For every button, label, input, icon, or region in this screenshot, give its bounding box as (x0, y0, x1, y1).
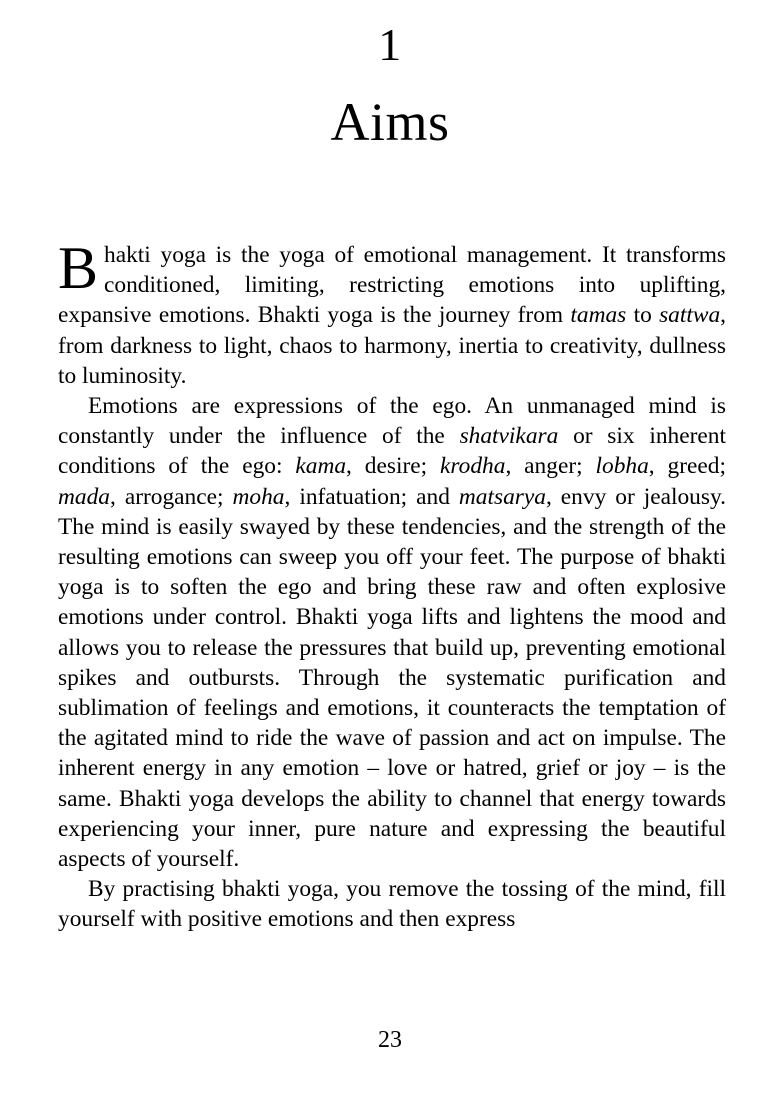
text-run: to (626, 302, 660, 329)
paragraph (58, 874, 726, 934)
paragraph (58, 235, 727, 391)
text-run: , from darkness to light, chaos to harmony, inertia to creativity, dullness to luminosity. (58, 302, 727, 389)
italic-term: sattwa (659, 302, 721, 329)
text-run: By practising bhakti yoga, you remove the tossing of the mind, fill yourself with positive emotions and then express (58, 876, 726, 933)
text-run: or six inherent conditions of the ego: (58, 423, 726, 480)
italic-term: shatvikara (459, 423, 559, 450)
italic-term: krodha (440, 453, 506, 480)
italic-term: moha (232, 483, 285, 510)
chapter-number: 1 (378, 19, 402, 70)
text-run: , greed; (648, 453, 726, 480)
text-run: , envy or jealousy. The mind is easily swayed by these tendencies, and the strength of the resulting emotions can sweep you off your feet. The purpose of bhakti yoga is to soften the ego and bring these raw and often explosive emotions under control. Bhakti yoga lifts and lightens the mood and allows you to release the pressures that build up, preventing emotional spikes and outbursts. Through the systematic purification and sublimation of feelings and emotions, it counteracts the temptation of the agitated mind to ride the wave of passion and act on impulse. The inherent energy in any emotion – love or hatred, grief or joy – is the same. Bhakti yoga develops the ability to channel that energy towards experiencing your inner, pure nature and expressing the beautiful aspects of yourself. (58, 483, 726, 873)
italic-term: lobha (595, 453, 649, 480)
text-run: Emotions are expressions of the ego. An unmanaged mind is constantly under the influence of the (58, 393, 726, 450)
text-run: , desire; (346, 453, 441, 480)
text-run: , arrogance; (109, 483, 233, 510)
paragraph (58, 391, 726, 874)
page-number: 23 (378, 1027, 402, 1053)
body-text-block (58, 235, 727, 935)
drop-cap: B (58, 235, 99, 301)
text-run: , infatuation; and (284, 483, 459, 510)
italic-term: tamas (570, 302, 627, 329)
chapter-title: Aims (330, 92, 450, 152)
italic-term: kama (295, 453, 347, 480)
italic-term: mada (58, 483, 110, 510)
text-run: hakti yoga is the yoga of emotional management. It transforms conditioned, limiting, restricting emotions into uplifting, expansive emotions. Bhakti yoga is the journey from (58, 242, 726, 329)
text-run: , anger; (505, 453, 596, 480)
italic-term: matsarya (458, 483, 546, 510)
